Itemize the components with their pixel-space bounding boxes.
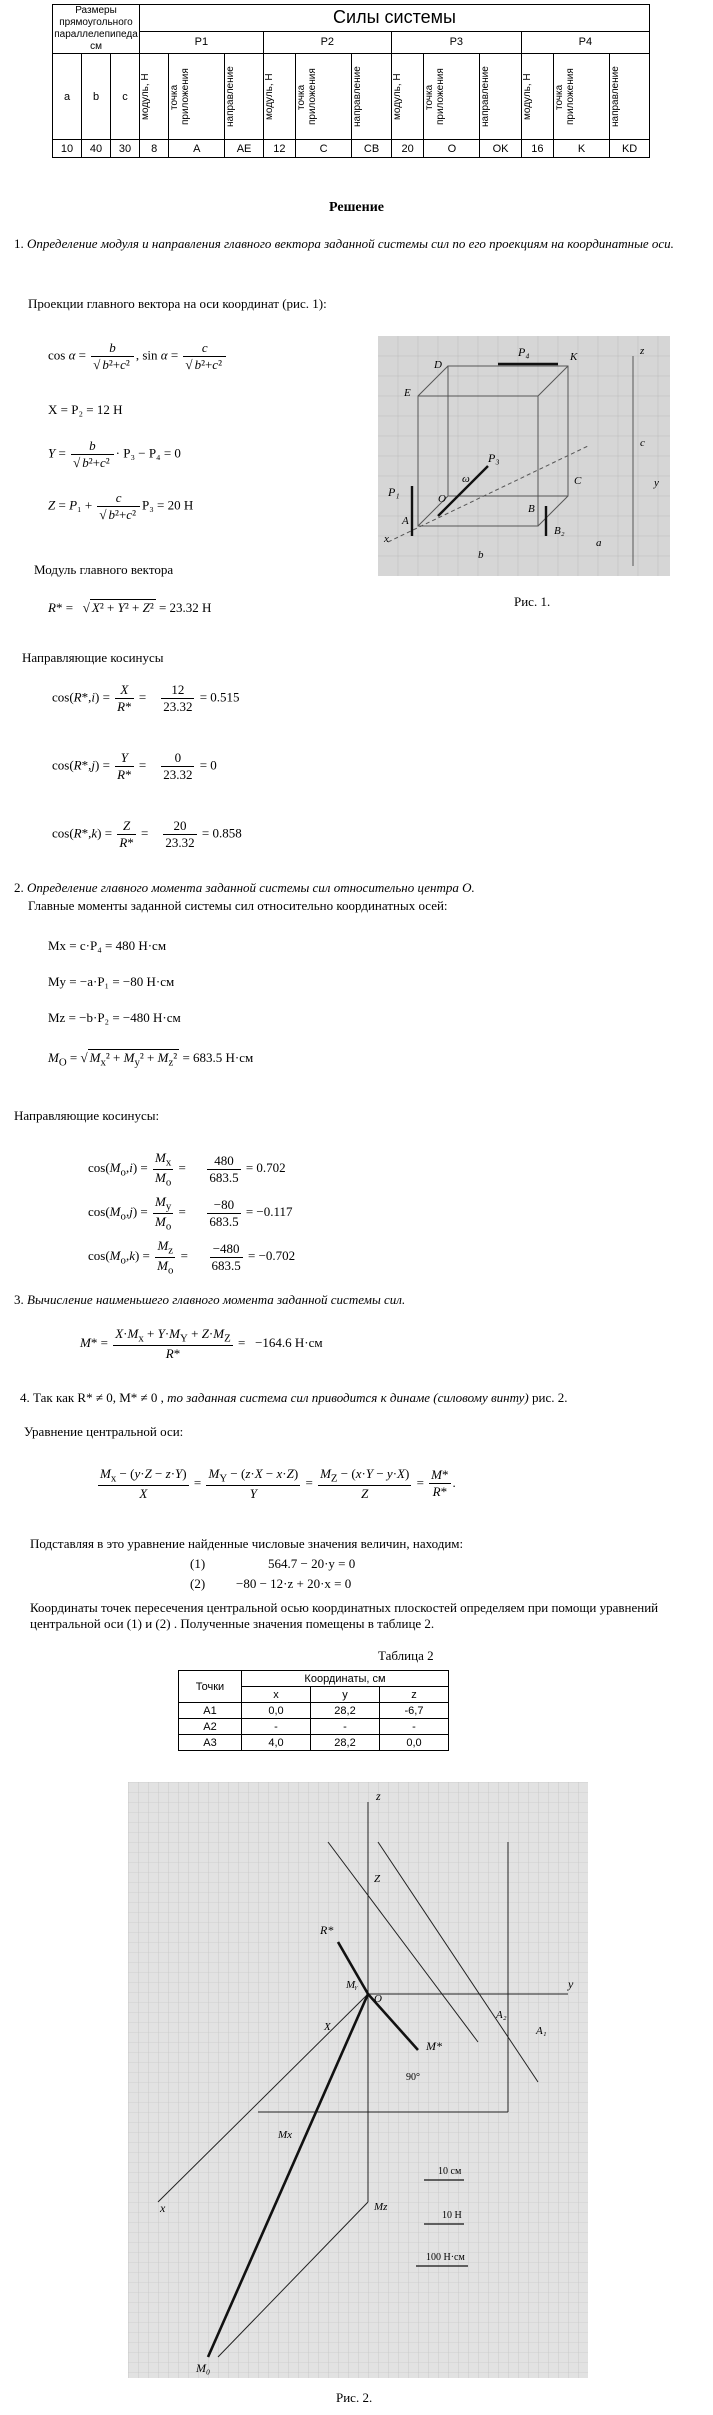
label-mx: Mx [278, 2129, 293, 2141]
section1-heading [14, 236, 704, 252]
table-row: A2 - - - [179, 1719, 449, 1735]
dims-header: Размеры прямоугольного параллелепипеда см [54, 5, 138, 52]
label-a2: A₂ [496, 2009, 507, 2021]
section3-heading [14, 1292, 704, 1308]
label-d: D [434, 359, 442, 371]
value-cell: 20 [391, 140, 423, 158]
cos-m-j: $\cos(M_o,j)$ = $\frac{M_y}{M_o}$ = $\frac{-80}{683.5}$ = −0.117 [88, 1194, 293, 1233]
label-c-point: C [574, 475, 582, 487]
label-x-point: X [324, 2021, 331, 2033]
section2-dircos-text: Направляющие косинусы: [14, 1108, 160, 1123]
scale-moment: 100 Н·см [426, 2252, 465, 2263]
intersection-table [178, 1670, 449, 1751]
label-90-deg: 90° [406, 2072, 420, 2083]
value-cell: K [554, 140, 610, 158]
force-p1-header: P1 [140, 31, 264, 53]
p3-direction-header: направление [480, 66, 492, 127]
table-row: A3 4,0 28,2 0,0 [179, 1735, 449, 1751]
value-cell: 16 [521, 140, 553, 158]
solution-title: Решение [329, 200, 384, 215]
force-p3-header: P3 [391, 31, 521, 53]
min-moment-formula: M* = $\frac{X\cdot M_x + Y\cdot M_Y + Z\cdot M_Z}{R*}$ = −164.6 Н·см [80, 1326, 323, 1361]
label-x: x [384, 533, 389, 545]
mz-formula: Mz = −b·P₂ = −480 Н·см [48, 1010, 181, 1025]
dircos-text: Направляющие косинусы [22, 650, 164, 665]
mo-value: = 683.5 Н·см [182, 1050, 254, 1065]
p4-direction-header: направление [610, 66, 622, 127]
dim-b-header: b [82, 54, 111, 140]
section4-number: 4. [20, 1390, 30, 1405]
label-omega: ω [462, 473, 470, 485]
coords-text: Координаты точек пересечения центральной осью координатных плоскостей определяем при помощи уравнений центральной оси (1) и (2) . Полученные значения помещены в таблице 2. [30, 1600, 659, 1631]
section2-subtext: Главные моменты заданной системы сил относительно координатных осей: [28, 898, 448, 913]
mx-formula: Mx = c·P₄ = 480 Н·см [48, 938, 167, 953]
resultant-modulus: R* = √ X² + Y² + Z² = 23.32 Н [48, 600, 212, 615]
section4-heading-text: то заданная система сил приводится к динаме (силовому винту) [167, 1390, 529, 1405]
table-row: A1 0,0 28,2 -6,7 [179, 1703, 449, 1719]
section3-number: 3. [14, 1292, 24, 1307]
section2-heading-text: Определение главного момента заданной системы сил относительно центра O. [27, 880, 475, 895]
section1-number: 1. [14, 236, 24, 251]
label-a1: A₁ [536, 2025, 547, 2037]
label-z: z [640, 345, 645, 357]
forces-header: Силы системы [140, 5, 650, 32]
label-k: K [570, 351, 578, 363]
cos-r-k: cos(R*,k) = $\frac{Z}{R*}$ = $\frac{20}{23.32}$ = 0.858 [52, 818, 242, 850]
section4-lead: Так как R* ≠ 0, M* ≠ 0 , [33, 1390, 164, 1405]
label-mz: Mz [374, 2201, 388, 2213]
scale-length: 10 см [438, 2166, 462, 2177]
label-c: c [640, 437, 645, 449]
y-projection: Y = $\frac{b}{\text{√ b²+c²}}$ · P₃ − P₄ = 0 [48, 438, 181, 470]
eq1: 564.7 − 20·y = 0 [268, 1556, 356, 1571]
label-b-dim: b [478, 549, 484, 561]
parameters-table [52, 4, 650, 158]
mo-formula: $M_O$ = √ $M_x^2 + M_y^2 + M_z^2 = 683.5$ Н·см [48, 1050, 254, 1069]
section1-heading-text: Определение модуля и направления главного вектора заданной системы сил по его проекциям на координатные оси. [27, 236, 674, 251]
value-cell: O [424, 140, 480, 158]
col-y: y [311, 1687, 380, 1703]
figure-2-caption: Рис. 2. [336, 2390, 373, 2405]
p4-point-header: точка приложения [554, 68, 577, 125]
z-projection: Z = P₁ + $\frac{c}{\text{√ b²+c²}}$ P₃ = 20 Н [48, 490, 194, 522]
section2-heading [14, 880, 704, 896]
eq1-label: (1) [190, 1556, 206, 1571]
label-b2: B₂ [554, 525, 565, 537]
x-projection: X = P₂ = 12 Н [48, 402, 123, 417]
force-p2-header: P2 [263, 31, 391, 53]
figure-2-grid [128, 1782, 588, 2378]
value-cell: OK [480, 140, 521, 158]
label-p4: P₄ [518, 345, 530, 359]
figure-1-caption: Рис. 1. [514, 594, 551, 609]
central-axis-text: Уравнение центральной оси: [24, 1424, 184, 1439]
p1-direction-header: направление [225, 66, 237, 127]
label-x-axis: x [160, 2201, 166, 2215]
table2-title: Таблица 2 [378, 1648, 434, 1663]
value-cell: 8 [140, 140, 169, 158]
label-p3: P₃ [488, 451, 500, 465]
value-cell: AE [225, 140, 263, 158]
cos-r-j: cos(R*,j) = $\frac{Y}{R*}$ = $\frac{0}{23.32}$ = 0 [52, 750, 217, 782]
label-o: O [374, 1993, 382, 2005]
eq2: −80 − 12·z + 20·x = 0 [236, 1576, 352, 1591]
my-formula: My = −a·P₁ = −80 Н·см [48, 974, 175, 989]
substitute-text: Подставляя в это уравнение найденные числовые значения величин, находим: [30, 1536, 464, 1551]
label-y: y [654, 477, 659, 489]
z-projection-tail: P₃ = 20 Н [141, 497, 194, 513]
label-b: B [528, 503, 535, 515]
dim-a-header: a [53, 54, 82, 140]
values-row [53, 140, 650, 158]
value-cell: 40 [82, 140, 111, 158]
cos-m-k: $\cos(M_o,k)$ = $\frac{M_z}{M_o}$ = $\frac{-480}{683.5}$ = −0.702 [88, 1238, 296, 1277]
col-x: x [242, 1687, 311, 1703]
value-cell: 10 [53, 140, 82, 158]
cos-sin-formula: cos α = $\frac{b}{\text{√ b²+c²}}$ , sin α = $\frac{c}{\text{√ b²+c²}}$ [48, 340, 228, 373]
label-z-axis: z [376, 1789, 381, 1803]
section3-heading-text: Вычисление наименьшего главного момента заданной системы сил. [27, 1292, 406, 1307]
scale-force: 10 Н [442, 2210, 462, 2221]
figure-1-parallelepiped [378, 336, 670, 576]
eq2-label: (2) [190, 1576, 206, 1591]
cos-m-i: $\cos(M_o,i)$ = $\frac{M_x}{M_o}$ = $\frac{480}{683.5}$ = 0.702 [88, 1150, 286, 1189]
value-cell: 12 [263, 140, 295, 158]
value-cell: CB [352, 140, 392, 158]
y-projection-tail: · P₃ − P₄ = 0 [115, 445, 181, 461]
col-points: Точки [179, 1671, 242, 1703]
label-m-star: M* [426, 2039, 442, 2053]
label-m0: M₀ [196, 2361, 211, 2375]
value-cell: A [169, 140, 225, 158]
value-cell: KD [610, 140, 650, 158]
projections-text: Проекции главного вектора на оси координат (рис. 1): [28, 296, 327, 311]
p2-direction-header: направление [352, 66, 364, 127]
min-moment-value: −164.6 Н·см [255, 1334, 323, 1350]
section4-heading [20, 1390, 710, 1406]
p4-modulus-header: модуль, Н [521, 73, 533, 120]
dim-c-header: c [111, 54, 140, 140]
figure-2-dynamo [128, 1782, 588, 2378]
label-o: O [438, 493, 446, 505]
label-a-point: A [402, 515, 409, 527]
col-coords: Координаты, см [242, 1671, 449, 1687]
p3-modulus-header: модуль, Н [391, 73, 403, 120]
label-z-point: Z [374, 1873, 381, 1885]
label-y-axis: y [568, 1977, 574, 1991]
modulus-text: Модуль главного вектора [34, 562, 174, 577]
force-p4-header: P4 [521, 31, 649, 53]
col-z: z [380, 1687, 449, 1703]
central-axis-equation: $\frac{M_x - (y\cdot Z - z\cdot Y)}{X}$ = $\frac{M_Y - (z\cdot X - x\cdot Z)}{Y}$ = $\frac{M_Z - (x\cdot Y - y\cdot X)}{Z}$ = $\frac{M*}{R*}$ . [100, 1466, 456, 1501]
value-cell: 30 [111, 140, 140, 158]
label-e: E [404, 387, 411, 399]
cos-r-i: cos(R*,i) = $\frac{X}{R*}$ = $\frac{12}{23.32}$ = 0.515 [52, 682, 240, 714]
label-a-dim: a [596, 537, 602, 549]
p3-point-header: точка приложения [424, 68, 447, 125]
section2-number: 2. [14, 880, 24, 895]
label-p1: P₁ [388, 485, 400, 499]
resultant-value: = 23.32 Н [158, 600, 212, 615]
p2-point-header: точка приложения [296, 68, 319, 125]
p1-modulus-header: модуль, Н [140, 73, 151, 120]
label-r-star: R* [320, 1923, 334, 1937]
section4-fig-ref: рис. 2. [531, 1390, 568, 1405]
value-cell: C [296, 140, 352, 158]
p2-modulus-header: модуль, Н [263, 73, 275, 120]
p1-point-header: точка приложения [169, 68, 192, 125]
label-my: Mᵧ [346, 1979, 358, 1991]
